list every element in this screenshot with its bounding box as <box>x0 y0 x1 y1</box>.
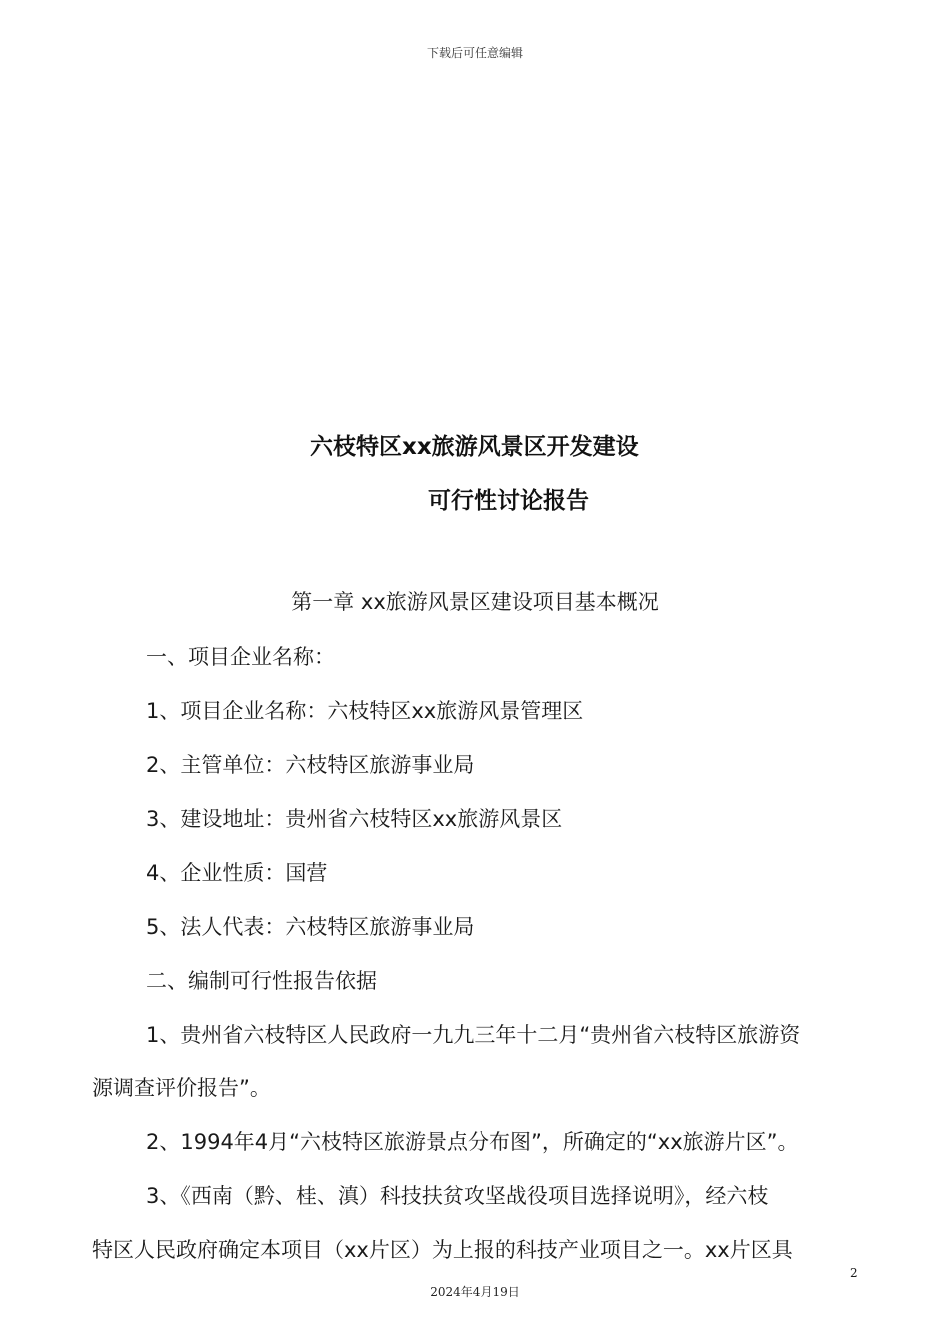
paragraph-line: 特区人民政府确定本项目（xx片区）为上报的科技产业项目之一。xx片区具 <box>92 1238 793 1262</box>
chapter-heading: 第一章 xx旅游风景区建设项目基本概况 <box>291 590 659 614</box>
list-item: 1、项目企业名称：六枝特区xx旅游风景管理区 <box>146 699 584 723</box>
paragraph-line: 源调查评价报告”。 <box>92 1076 271 1100</box>
page-number: 2 <box>850 1266 858 1280</box>
section2-heading: 二、编制可行性报告依据 <box>146 969 377 993</box>
list-item: 4、企业性质：国营 <box>146 861 328 885</box>
list-item: 2、主管单位：六枝特区旅游事业局 <box>146 753 475 777</box>
footer-date: 2024年4月19日 <box>430 1285 520 1299</box>
paragraph-line: 2、1994年4月“六枝特区旅游景点分布图”，所确定的“xx旅游片区”。 <box>146 1130 799 1154</box>
list-item: 3、建设地址：贵州省六枝特区xx旅游风景区 <box>146 807 563 831</box>
document-title-line1: 六枝特区xx旅游风景区开发建设 <box>310 434 639 460</box>
paragraph-line: 3、《西南（黔、桂、滇）科技扶贫攻坚战役项目选择说明》，经六枝 <box>146 1184 769 1208</box>
paragraph-line: 1、贵州省六枝特区人民政府一九九三年十二月“贵州省六枝特区旅游资 <box>146 1023 801 1047</box>
document-title-line2: 可行性讨论报告 <box>428 488 589 514</box>
list-item: 5、法人代表：六枝特区旅游事业局 <box>146 915 475 939</box>
header-note: 下载后可任意编辑 <box>426 46 523 60</box>
section1-heading: 一、项目企业名称： <box>146 645 335 669</box>
